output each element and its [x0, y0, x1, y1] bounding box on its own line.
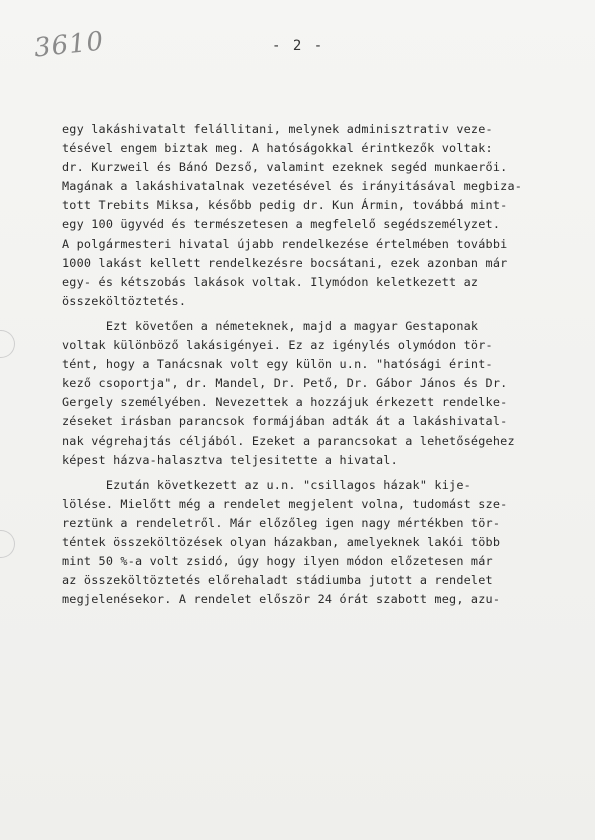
paragraph-3 — [62, 476, 532, 610]
text-line: megjelenésekor. A rendelet először 24 órát szabott meg, azu- — [62, 592, 501, 607]
punch-hole — [0, 330, 15, 358]
text-line: az összeköltöztetés előrehaladt stádiumba jutott a rendelet — [62, 573, 493, 588]
paragraph-2 — [62, 317, 532, 470]
page-number: - 2 - — [272, 38, 325, 54]
text-line: Ezután következett az u.n. "csillagos házak" kije- — [62, 477, 471, 492]
text-line: 1000 lakást kellett rendelkezésre bocsátani, ezek azonban már — [62, 255, 508, 270]
text-line: tott Trebits Miksa, később pedig dr. Kun Ármin, továbbá mint- — [62, 198, 508, 213]
text-line: Ezt követően a németeknek, majd a magyar Gestaponak — [62, 318, 479, 333]
typewritten-body — [62, 120, 532, 609]
text-line: reztünk a rendeletről. Már előzőleg igen nagy mértékben tör- — [62, 515, 501, 530]
text-line: dr. Kurzweil és Bánó Dezső, valamint ezeknek segéd munkaerői. — [62, 160, 508, 175]
text-line: téntek összeköltözések olyan házakban, amelyeknek lakói több — [62, 534, 501, 549]
text-line: tésével engem biztak meg. A hatóságokkal érintkezők voltak: — [62, 141, 493, 156]
paragraph-1 — [62, 120, 532, 311]
text-line: voltak különböző lakásigényei. Ez az igénylés olymódon tör- — [62, 338, 493, 353]
text-line: összeköltöztetés. — [62, 293, 187, 308]
text-line: nak végrehajtás céljából. Ezeket a parancsokat a lehetőségehez — [62, 433, 515, 448]
text-line: egy 100 ügyvéd és természetesen a megfelelő segédszemélyzet. — [62, 217, 501, 232]
text-line: képest házva-halasztva teljesitette a hivatal. — [62, 452, 398, 467]
text-line: tént, hogy a Tanácsnak volt egy külön u.n. "hatósági érint- — [62, 357, 493, 372]
text-line: lölése. Mielőtt még a rendelet megjelent volna, tudomást sze- — [62, 496, 508, 511]
handwritten-archive-number: 3610 — [32, 26, 106, 64]
text-line: Gergely személyében. Nevezettek a hozzájuk érkezett rendelke- — [62, 395, 508, 410]
text-line: egy- és kétszobás lakások voltak. Ilymódon keletkezett az — [62, 274, 479, 289]
text-line: A polgármesteri hivatal újabb rendelkezése értelmében további — [62, 236, 508, 251]
text-line: zéseket irásban parancsok formájában adták át a lakáshivatal- — [62, 414, 508, 429]
text-line: egy lakáshivatalt felállitani, melynek adminisztrativ veze- — [62, 122, 493, 136]
text-line: Magának a lakáshivatalnak vezetésével és irányitásával megbiza- — [62, 179, 523, 194]
text-line: kező csoportja", dr. Mandel, Dr. Pető, Dr. Gábor János és Dr. — [62, 376, 508, 391]
text-line: mint 50 %-a volt zsidó, úgy hogy ilyen módon előzetesen már — [62, 554, 493, 569]
punch-hole — [0, 530, 15, 558]
